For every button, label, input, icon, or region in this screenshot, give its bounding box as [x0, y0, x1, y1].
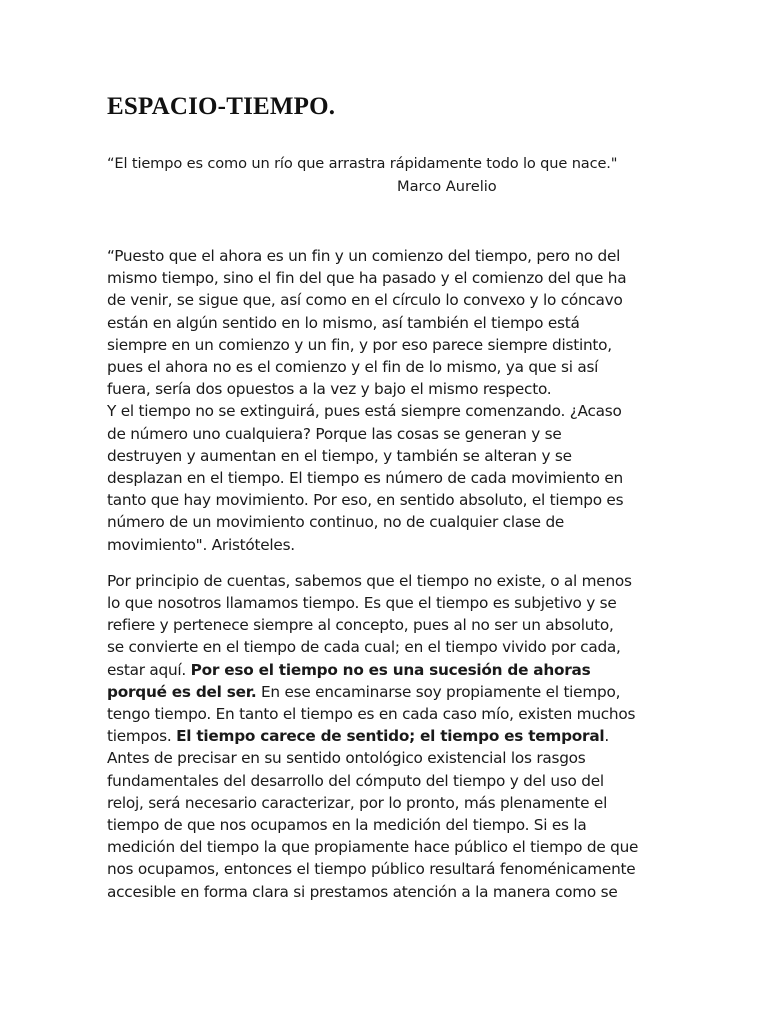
text-line: de número uno cualquiera? Porque las cosas se generan y se [107, 424, 562, 443]
text-line: destruyen y aumentan en el tiempo, y también se alteran y se [107, 446, 572, 465]
text-line: mismo tiempo, sino el fin del que ha pasado y el comienzo del que ha [107, 269, 627, 288]
text-line: Antes de precisar en su sentido ontológico existencial los rasgos [107, 749, 586, 768]
text-line: refiere y pertenece siempre al concepto, pues al no ser un absoluto, [107, 616, 614, 635]
paragraph-commentary [107, 570, 667, 903]
document-body [107, 245, 667, 903]
text-line: Por principio de cuentas, sabemos que el tiempo no existe, o al menos [107, 571, 632, 590]
epigraph-author: Marco Aurelio [397, 178, 497, 195]
document-title: ESPACIO-TIEMPO. [107, 93, 336, 120]
text-line: reloj, será necesario caracterizar, por lo pronto, más plenamente el [107, 793, 608, 812]
text-run: tiempos. [107, 727, 177, 746]
text-line: tanto que hay movimiento. Por eso, en sentido absoluto, el tiempo es [107, 491, 624, 510]
text-run: En ese encaminarse soy propiamente el tiempo, [256, 682, 621, 701]
bold-text-run: Por eso el tiempo no es una sucesión de ahoras [190, 660, 591, 679]
text-line: movimiento". Aristóteles. [107, 535, 295, 554]
text-line [107, 659, 667, 681]
text-line: pues el ahora no es el comienzo y el fin de lo mismo, ya que si así [107, 358, 599, 377]
text-line [107, 725, 667, 747]
paragraph-spacer [107, 556, 667, 570]
epigraph-quote: “El tiempo es como un río que arrastra rápidamente todo lo que nace." [107, 155, 618, 172]
paragraph-aristotle-quote [107, 245, 667, 556]
text-line: lo que nosotros llamamos tiempo. Es que el tiempo es subjetivo y se [107, 594, 617, 613]
text-line: fundamentales del desarrollo del cómputo del tiempo y del uso del [107, 771, 604, 790]
bold-text-run: El tiempo carece de sentido; el tiempo es temporal [176, 727, 605, 746]
text-line: se convierte en el tiempo de cada cual; en el tiempo vivido por cada, [107, 638, 621, 657]
text-line: de venir, se sigue que, así como en el círculo lo convexo y lo cóncavo [107, 291, 623, 310]
text-line: Y el tiempo no se extinguirá, pues está siempre comenzando. ¿Acaso [107, 402, 622, 421]
text-line: número de un movimiento continuo, no de cualquier clase de [107, 513, 565, 532]
text-line: fuera, sería dos opuestos a la vez y bajo el mismo respecto. [107, 380, 552, 399]
text-line: “Puesto que el ahora es un fin y un comienzo del tiempo, pero no del [107, 247, 621, 265]
epigraph [107, 152, 667, 198]
text-line: medición del tiempo la que propiamente hace público el tiempo de que [107, 838, 639, 857]
text-line [107, 681, 667, 703]
text-line: desplazan en el tiempo. El tiempo es número de cada movimiento en [107, 469, 623, 488]
text-line: tiempo de que nos ocupamos en la medición del tiempo. Si es la [107, 816, 587, 835]
text-line: tengo tiempo. En tanto el tiempo es en cada caso mío, existen muchos [107, 705, 636, 724]
bold-text-run: porqué es del ser. [107, 682, 257, 701]
text-line: están en algún sentido en lo mismo, así también el tiempo está [107, 313, 580, 332]
text-line: siempre en un comienzo y un fin, y por eso parece siempre distinto, [107, 335, 612, 354]
text-line: nos ocupamos, entonces el tiempo público resultará fenoménicamente [107, 860, 636, 879]
text-line: accesible en forma clara si prestamos atención a la manera como se [107, 882, 618, 901]
text-run: . [604, 727, 610, 746]
text-run: estar aquí. [107, 660, 191, 679]
